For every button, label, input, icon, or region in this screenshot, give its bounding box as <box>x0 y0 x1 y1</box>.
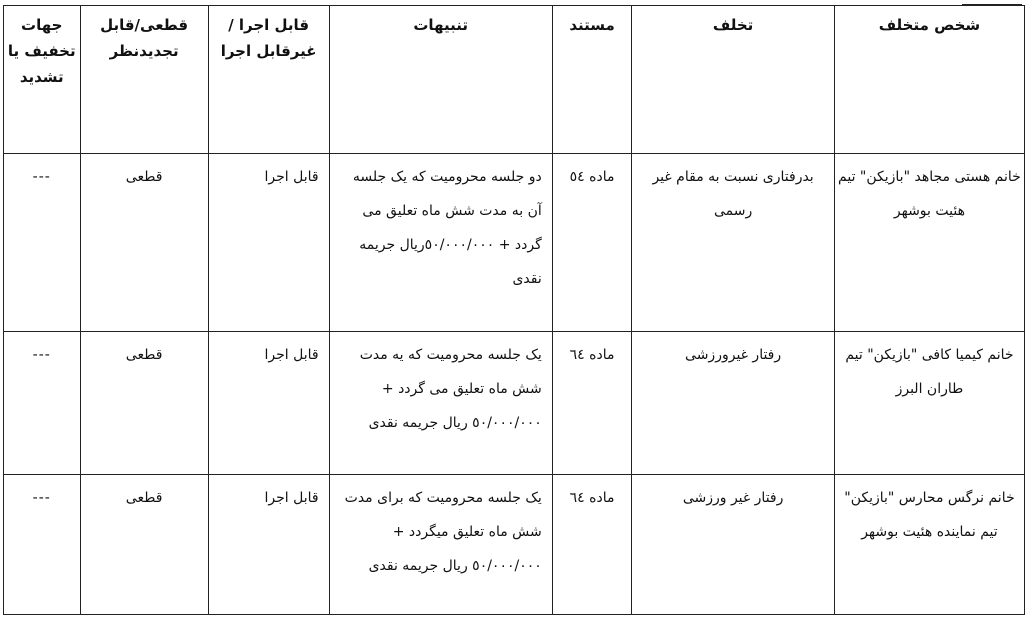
cell-reduction: --- <box>4 154 81 332</box>
cell-violation: رفتار غیرورزشی <box>632 332 835 475</box>
cell-executable: قابل اجرا <box>208 475 329 615</box>
cell-reduction: --- <box>4 332 81 475</box>
header-executable: قابل اجرا /غیرقابل اجرا <box>208 6 329 154</box>
disciplinary-table <box>3 5 1025 615</box>
cell-basis: ماده ٦٤ <box>552 475 632 615</box>
header-basis: مستند <box>552 6 632 154</box>
header-violation: تخلف <box>632 6 835 154</box>
table-header-row <box>4 6 1025 154</box>
header-finality: قطعی/قابل تجدیدنظر <box>80 6 208 154</box>
header-reduction: جهات تخفیف یا تشدید <box>4 6 81 154</box>
cell-penalty: یک جلسه محرومیت که برای مدت شش ماه تعلیق میگردد + ٥٠/٠٠٠/٠٠٠ ریال جریمه نقدی <box>329 475 552 615</box>
cell-violation: رفتار غیر ورزشی <box>632 475 835 615</box>
cell-executable: قابل اجرا <box>208 154 329 332</box>
cell-offender: خانم کیمیا کافی "بازیکن" تیم طاران البرز <box>834 332 1024 475</box>
cell-basis: ماده ٥٤ <box>552 154 632 332</box>
header-offender: شخص متخلف <box>834 6 1024 154</box>
cell-offender: خانم هستی مجاهد "بازیکن" تیم هئیت بوشهر <box>834 154 1024 332</box>
table-row <box>4 475 1025 615</box>
cell-offender: خانم نرگس محارس "بازیکن" تیم نماینده هئیت بوشهر <box>834 475 1024 615</box>
cell-finality: قطعی <box>80 475 208 615</box>
cell-finality: قطعی <box>80 332 208 475</box>
table-row <box>4 154 1025 332</box>
cell-penalty: یک جلسه محرومیت که یه مدت شش ماه تعلیق می گردد + ٥٠/٠٠٠/٠٠٠ ریال جریمه نقدی <box>329 332 552 475</box>
cell-basis: ماده ٦٤ <box>552 332 632 475</box>
table-row <box>4 332 1025 475</box>
cell-reduction: --- <box>4 475 81 615</box>
cell-finality: قطعی <box>80 154 208 332</box>
cell-executable: قابل اجرا <box>208 332 329 475</box>
cell-violation: بدرفتاری نسبت به مقام غیر رسمی <box>632 154 835 332</box>
cell-penalty: دو جلسه محرومیت که یک جلسه آن به مدت شش ماه تعلیق می گردد + ٥٠/٠٠٠/٠٠٠ریال جریمه نقدی <box>329 154 552 332</box>
header-penalty: تنبیهات <box>329 6 552 154</box>
